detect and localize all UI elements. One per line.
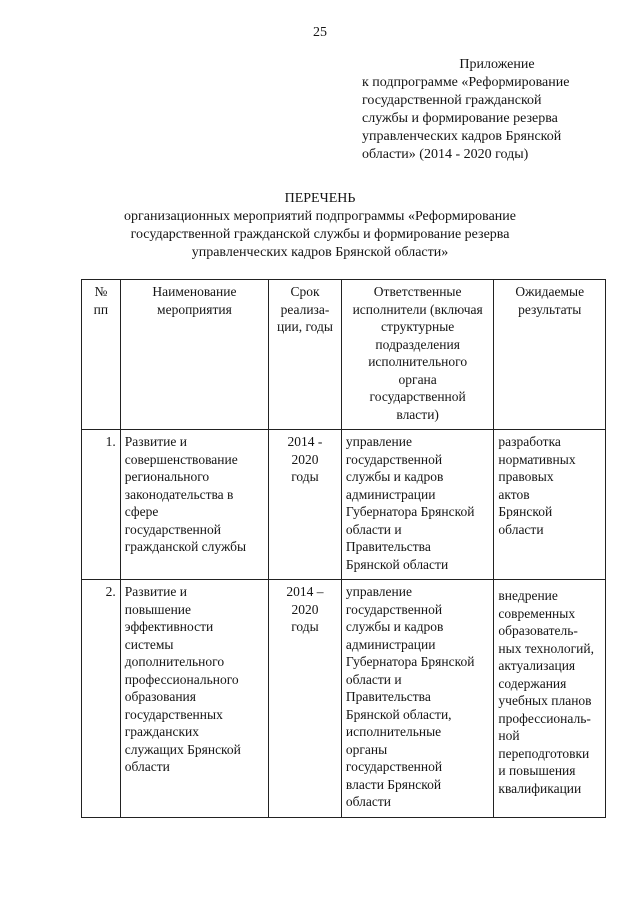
cell-text: 2014 - xyxy=(287,434,323,449)
cell-results xyxy=(494,580,606,818)
header-text: государственной xyxy=(369,389,466,404)
cell-num: 2. xyxy=(82,580,121,818)
table-row xyxy=(82,580,606,818)
cell-term xyxy=(269,580,342,818)
header-executors xyxy=(341,280,494,430)
cell-text: Губернатора Брянской xyxy=(345,654,475,669)
cell-text: квалификации xyxy=(498,780,582,796)
cell-text: повышение xyxy=(124,601,192,617)
cell-text: нормативных xyxy=(498,451,576,467)
title-line: управленческих кадров Брянской области» xyxy=(191,245,449,260)
cell-text: гражданской службы xyxy=(124,539,247,554)
header-name xyxy=(120,280,268,430)
header-text: исполнители (включая xyxy=(352,301,483,317)
cell-text: совершенствование xyxy=(124,451,238,467)
header-text: структурные xyxy=(381,319,455,334)
cell-text: профессиональ- xyxy=(498,710,591,726)
cell-text: годы xyxy=(291,469,319,484)
cell-text: области и xyxy=(345,671,402,687)
cell-text: профессионального xyxy=(124,671,239,687)
cell-text: администрации xyxy=(345,486,436,502)
cell-text: службы и кадров xyxy=(345,469,444,484)
cell-text: государственных xyxy=(124,706,223,722)
header-text: реализа- xyxy=(280,301,330,317)
cell-text: содержания xyxy=(498,675,567,691)
cell-text: службы и кадров xyxy=(345,619,444,634)
cell-text: Развитие и xyxy=(124,584,187,599)
appendix-line: области» (2014 - 2020 годы) xyxy=(362,147,529,162)
cell-text: внедрение xyxy=(498,588,558,603)
cell-text: годы xyxy=(291,619,319,634)
cell-text: Правительства xyxy=(345,689,431,704)
cell-text: образователь- xyxy=(498,623,578,638)
cell-text: исполнительные xyxy=(345,724,442,739)
cell-text: Брянской области, xyxy=(345,706,452,722)
cell-text: разработка xyxy=(498,434,561,449)
header-num xyxy=(82,280,121,430)
cell-text: регионального xyxy=(124,469,210,484)
header-text: Наименование xyxy=(152,284,237,299)
cell-text: управление xyxy=(345,584,412,599)
cell-text: государственной xyxy=(345,759,443,774)
header-text: № xyxy=(94,284,108,299)
cell-text: законодательства в xyxy=(124,486,234,502)
header-text: пп xyxy=(93,301,109,317)
cell-text: государственной xyxy=(124,521,221,537)
cell-executors xyxy=(341,430,494,580)
cell-text: Брянской xyxy=(498,504,553,519)
table-row xyxy=(82,430,606,580)
cell-text: ных технологий, xyxy=(498,640,594,656)
title-line: государственной гражданской службы и формирование резерва xyxy=(130,227,510,242)
header-text: власти) xyxy=(396,406,439,422)
cell-text: области и xyxy=(345,521,402,537)
header-text: Ожидаемые xyxy=(515,284,585,299)
cell-text: переподготовки xyxy=(498,745,590,761)
cell-text: образования xyxy=(124,689,196,704)
cell-text: области xyxy=(498,521,544,537)
header-results xyxy=(494,280,606,430)
cell-text: администрации xyxy=(345,636,436,652)
cell-text: правовых xyxy=(498,469,554,484)
cell-name xyxy=(120,430,268,580)
cell-text: служащих Брянской xyxy=(124,741,241,757)
cell-text: 2020 xyxy=(291,451,319,467)
page-number: 25 xyxy=(313,25,327,40)
cell-text: сфере xyxy=(124,504,159,519)
table-header-row xyxy=(82,280,606,430)
header-text: Срок xyxy=(290,284,320,299)
header-text: подразделения xyxy=(375,336,460,352)
header-term xyxy=(269,280,342,430)
title-line: организационных мероприятий подпрограммы «Реформирование xyxy=(124,209,516,224)
header-text: Ответственные xyxy=(373,284,462,299)
cell-text: государственной xyxy=(345,601,443,617)
header-text: исполнительного xyxy=(368,354,468,369)
appendix-line: Приложение xyxy=(459,57,535,72)
cell-results xyxy=(494,430,606,580)
header-text: органа xyxy=(398,371,437,387)
measures-table xyxy=(81,279,606,818)
cell-text: области xyxy=(345,794,392,809)
header-text: мероприятия xyxy=(157,301,232,317)
header-text: результаты xyxy=(518,301,582,317)
cell-text: Губернатора Брянской xyxy=(345,504,475,519)
cell-executors xyxy=(341,580,494,818)
cell-text: гражданских xyxy=(124,724,199,739)
cell-text: учебных планов xyxy=(498,693,592,708)
appendix-note xyxy=(362,56,632,164)
cell-text: 2020 xyxy=(291,601,319,617)
cell-text: власти Брянской xyxy=(345,776,442,792)
cell-num: 1. xyxy=(82,430,121,580)
appendix-line: управленческих кадров Брянской xyxy=(362,129,562,144)
document-title xyxy=(0,190,640,262)
cell-text: ной xyxy=(498,728,520,743)
cell-name xyxy=(120,580,268,818)
cell-text: дополнительного xyxy=(124,654,225,669)
cell-text: актуализация xyxy=(498,658,576,673)
cell-text: современных xyxy=(498,605,576,621)
cell-text: государственной xyxy=(345,451,443,467)
cell-text: органы xyxy=(345,741,388,757)
appendix-line: службы и формирование резерва xyxy=(362,111,558,126)
cell-text: управление xyxy=(345,434,412,449)
cell-text: области xyxy=(124,759,170,774)
cell-text: 2014 – xyxy=(286,584,324,599)
cell-text: Брянской области xyxy=(345,556,449,572)
appendix-line: к подпрограмме «Реформирование xyxy=(362,75,570,90)
cell-text: актов xyxy=(498,486,530,502)
cell-text: системы xyxy=(124,636,174,652)
cell-text: и повышения xyxy=(498,763,576,778)
cell-text: Развитие и xyxy=(124,434,187,449)
title-heading: ПЕРЕЧЕНЬ xyxy=(284,191,356,206)
cell-term xyxy=(269,430,342,580)
cell-text: эффективности xyxy=(124,619,214,634)
cell-text: Правительства xyxy=(345,539,431,554)
header-text: ции, годы xyxy=(277,319,333,334)
appendix-line: государственной гражданской xyxy=(362,93,542,108)
